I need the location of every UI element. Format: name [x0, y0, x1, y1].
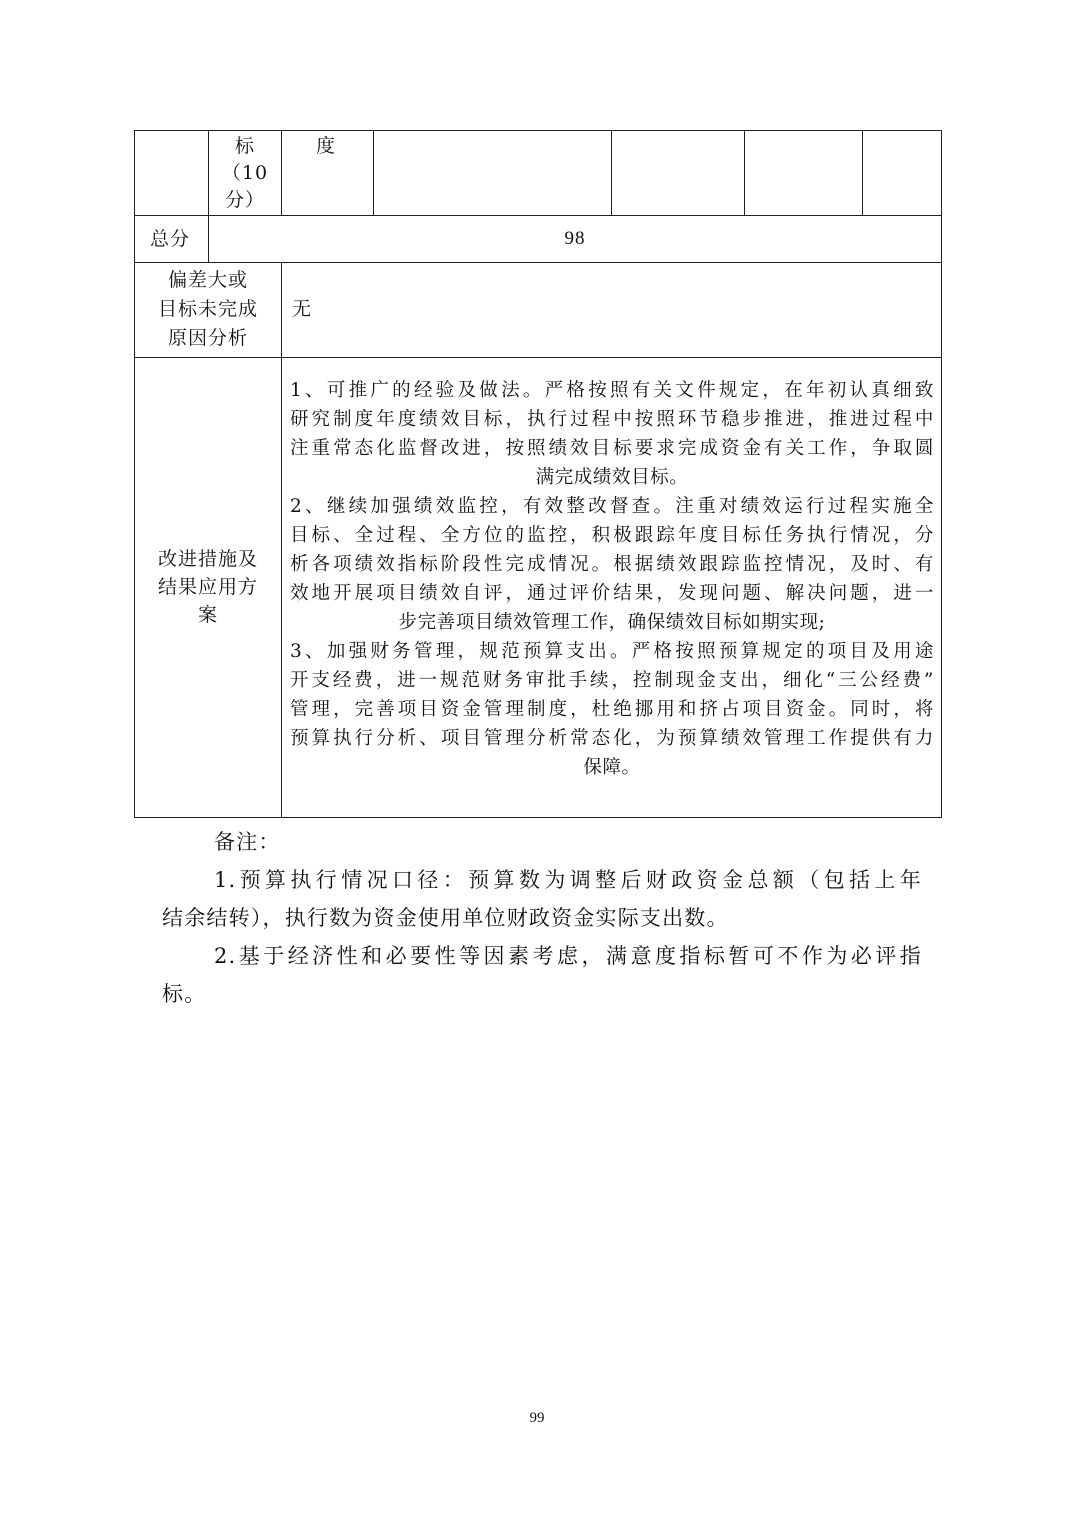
- plan-line: 管理，完善项目资金管理制度，杜绝挪用和挤占项目资金。同时，将: [290, 699, 934, 720]
- plan-line: 注重常态化监督改进，按照绩效目标要求完成资金有关工作，争取圆: [290, 438, 934, 459]
- plan-line: 3、加强财务管理，规范预算支出。严格按照预算规定的项目及用途: [290, 641, 934, 662]
- indicator-category-line-2: （10: [221, 162, 269, 184]
- deviation-label-line-1: 偏差大或: [167, 269, 248, 291]
- indicator-category-line-3: 分）: [224, 189, 265, 211]
- indicator-subcategory: 度: [316, 135, 337, 157]
- note-line: 1.预算执行情况口径：预算数为调整后财政资金总额（包括上年: [214, 868, 922, 892]
- improvement-label-line-2: 结果应用方: [157, 576, 258, 598]
- plan-line: 步完善项目绩效管理工作，确保绩效目标如期实现;: [398, 612, 826, 633]
- plan-line: 2、继续加强绩效监控，有效整改督查。注重对绩效运行过程实施全: [290, 496, 934, 517]
- improvement-label-line-1: 改进措施及: [157, 548, 258, 570]
- plan-line: 满完成绩效目标。: [535, 467, 689, 488]
- deviation-value: 无: [292, 298, 313, 320]
- note-line: 结余结转），执行数为资金使用单位财政资金实际支出数。: [162, 906, 729, 930]
- plan-line: 开支经费，进一规范财务审批手续，控制现金支出，细化“三公经费”: [290, 670, 934, 691]
- plan-line: 目标、全过程、全方位的监控，积极跟踪年度目标任务执行情况，分: [290, 525, 934, 546]
- indicator-category-line-1: 标: [234, 135, 255, 157]
- deviation-label-line-2: 目标未完成: [157, 298, 258, 320]
- plan-line: 析各项绩效指标阶段性完成情况。根据绩效跟踪监控情况，及时、有: [290, 554, 934, 575]
- total-label: 总分: [150, 228, 191, 250]
- improvement-plan-text: [290, 376, 934, 782]
- notes-heading: 备注：: [214, 830, 281, 854]
- improvement-label-line-3: 案: [197, 604, 218, 626]
- note-line: 标。: [162, 982, 207, 1006]
- plan-line: 保障。: [583, 757, 641, 778]
- deviation-label-line-3: 原因分析: [167, 327, 248, 349]
- notes-section: [162, 823, 922, 1013]
- plan-line: 预算执行分析、项目管理分析常态化，为预算绩效管理工作提供有力: [290, 728, 934, 749]
- page-number: 99: [529, 1410, 545, 1426]
- plan-line: 研究制度年度绩效目标，执行过程中按照环节稳步推进，推进过程中: [290, 409, 934, 430]
- total-value: 98: [564, 228, 586, 249]
- note-line: 2.基于经济性和必要性等因素考虑，满意度指标暂可不作为必评指: [214, 944, 922, 968]
- plan-line: 1、可推广的经验及做法。严格按照有关文件规定，在年初认真细致: [290, 380, 934, 401]
- plan-line: 效地开展项目绩效自评，通过评价结果，发现问题、解决问题，进一: [290, 583, 934, 604]
